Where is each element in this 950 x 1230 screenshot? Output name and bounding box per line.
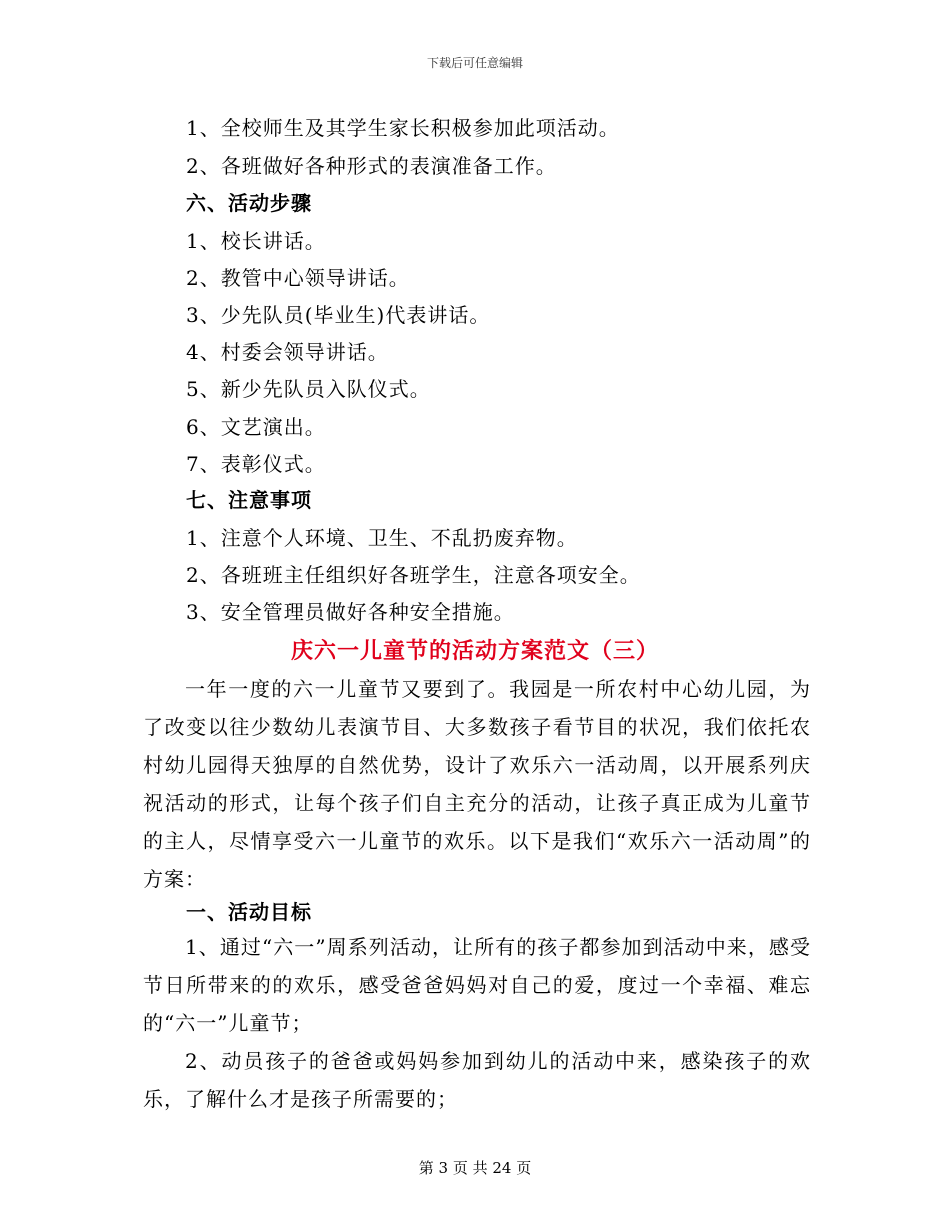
note-item: 1、注意个人环境、卫生、不乱扔废弃物。 xyxy=(186,526,578,550)
page-header-note: 下载后可任意编辑 xyxy=(426,56,523,70)
requirement-item: 2、各班做好各种形式的表演准备工作。 xyxy=(186,154,557,178)
steps-heading: 六、活动步骤 xyxy=(186,191,312,215)
intro-paragraph: 一年一度的六一儿童节又要到了。我园是一所农村中心幼儿园，为了改变以往少数幼儿表演节目、大多数孩子看节目的状况，我们依托农村幼儿园得天独厚的自然优势，设计了欢乐六一活动周，以开展系列庆祝活动的形式，让每个孩子们自主充分的活动，让孩子真正成为儿童节的主人，尽情享受六一儿童节的欢乐。以下是我们“欢乐六一活动周”的方案： xyxy=(143,677,811,891)
note-item: 3、安全管理员做好各种安全措施。 xyxy=(186,600,515,624)
step-item: 6、文艺演出。 xyxy=(186,415,326,439)
notes-heading: 七、注意事项 xyxy=(186,488,312,512)
note-item: 2、各班班主任组织好各班学生，注意各项安全。 xyxy=(186,563,641,587)
section-title: 庆六一儿童节的活动方案范文（三） xyxy=(290,638,659,664)
step-item: 2、教管中心领导讲话。 xyxy=(186,266,410,290)
requirement-item: 1、全校师生及其学生家长积极参加此项活动。 xyxy=(186,116,620,140)
goal-paragraph: 2、动员孩子的爸爸或妈妈参加到幼儿的活动中来，感染孩子的欢乐，了解什么才是孩子所需要的； xyxy=(143,1049,811,1111)
step-item: 3、少先队员(毕业生)代表讲话。 xyxy=(186,303,491,327)
step-item: 7、表彰仪式。 xyxy=(186,452,326,476)
step-item: 5、新少先队员入队仪式。 xyxy=(186,377,431,401)
goals-heading: 一、活动目标 xyxy=(186,900,312,924)
step-item: 4、村委会领导讲话。 xyxy=(186,340,389,364)
goal-paragraph: 1、通过“六一”周系列活动，让所有的孩子都参加到活动中来，感受节日所带来的的欢乐，感受爸爸妈妈对自己的爱，度过一个幸福、难忘的“六一”儿童节； xyxy=(143,935,811,1035)
page-number: 第 3 页 共 24 页 xyxy=(418,1159,532,1177)
step-item: 1、校长讲话。 xyxy=(186,229,326,253)
